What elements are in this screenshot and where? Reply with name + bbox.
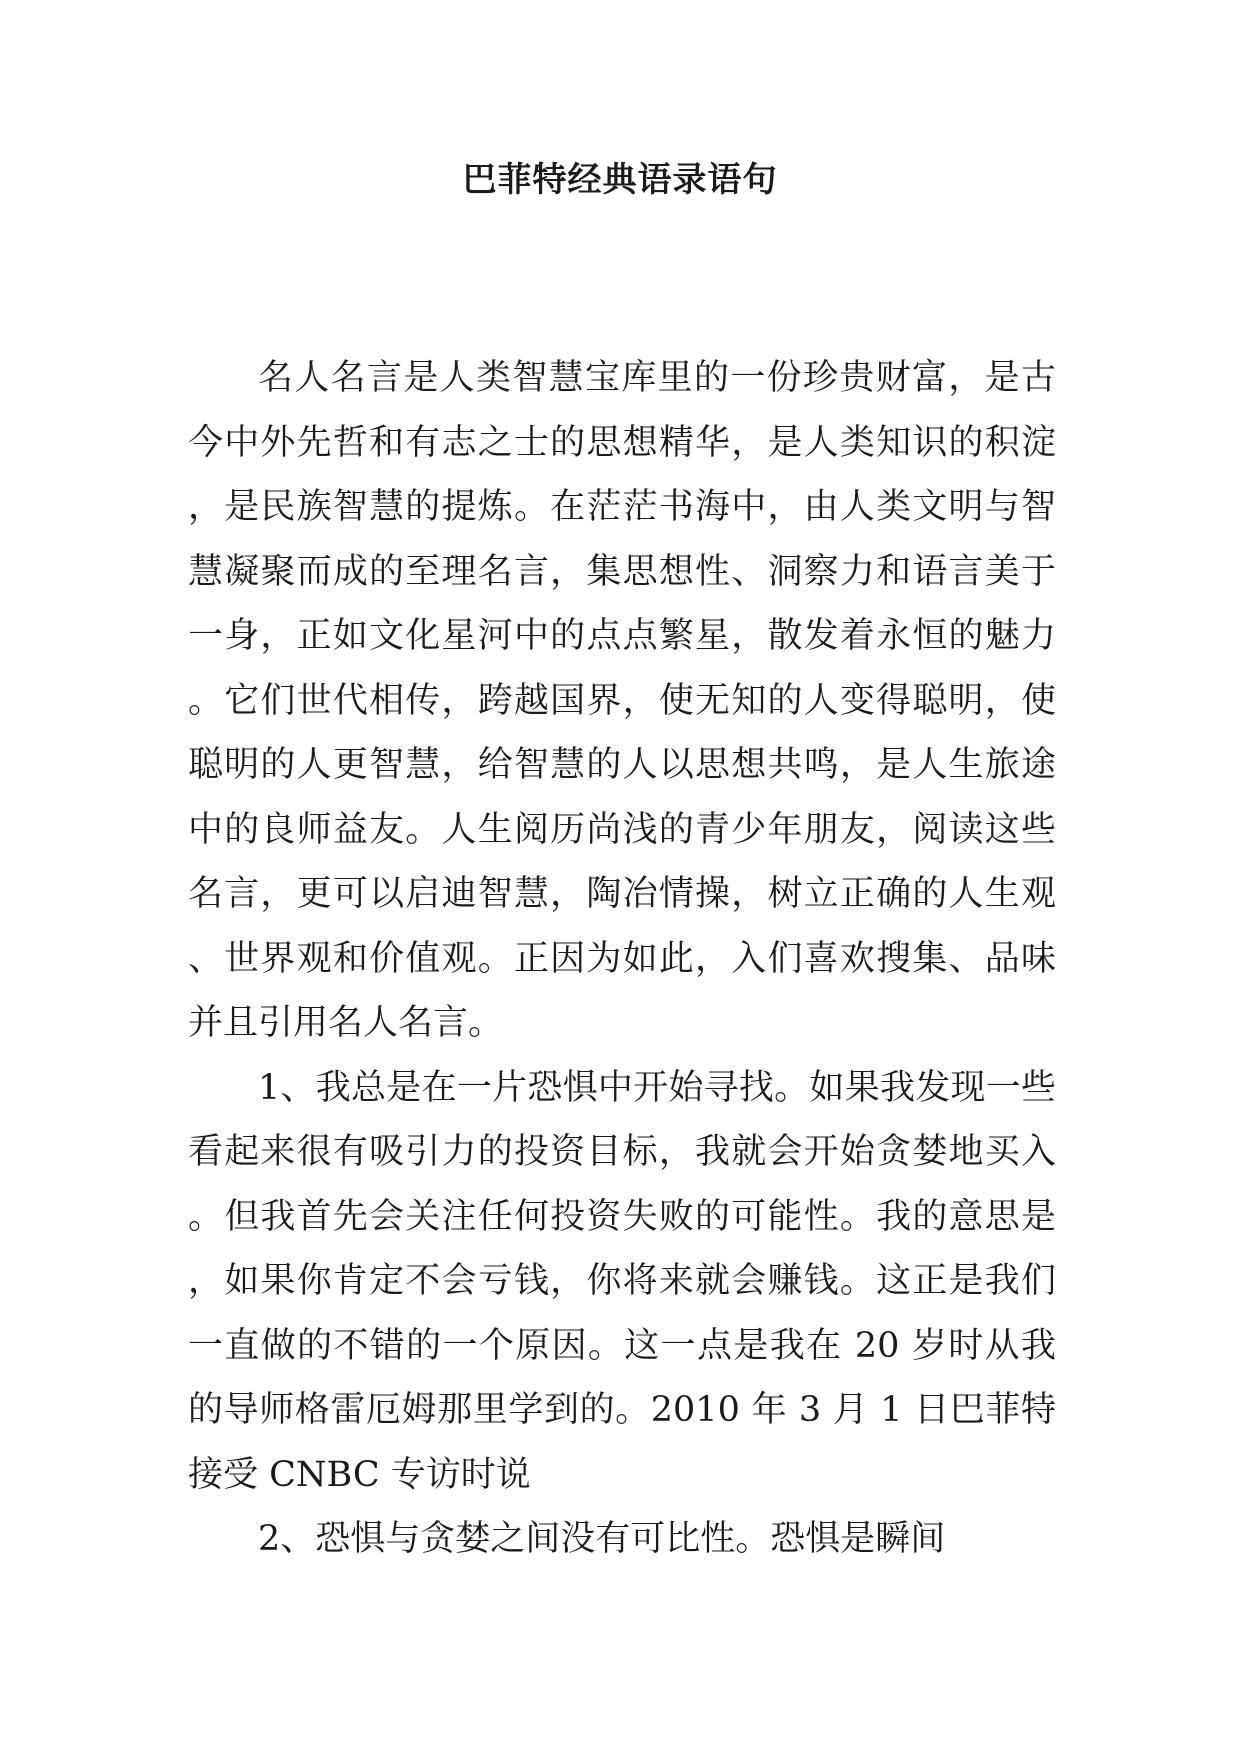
quote-paragraph-2: 2、恐惧与贪婪之间没有可比性。恐惧是瞬间 [258, 1519, 946, 1559]
document-body [188, 346, 1056, 1572]
quote-paragraph-1: 1、我总是在一片恐惧中开始寻找。如果我发现一些看起来很有吸引力的投资目标，我就会开始贪婪地买入。但我首先会关注任何投资失败的可能性。我的意思是，如果你肯定不会亏钱，你将来就会赚钱。这正是我们一直做的不错的一个原因。这一点是我在 20 岁时从我的导师格雷厄姆那里学到的。2010 年 3 月 1 日巴菲特接受 CNBC 专访时说 [188, 1067, 1056, 1495]
intro-paragraph: 名人名言是人类智慧宝库里的一份珍贵财富，是古今中外先哲和有志之士的思想精华，是人类知识的积淀，是民族智慧的提炼。在茫茫书海中，由人类文明与智慧凝聚而成的至理名言，集思想性、洞察力和语言美于一身，正如文化星河中的点点繁星，散发着永恒的魅力。它们世代相传，跨越国界，使无知的人变得聪明，使聪明的人更智慧，给智慧的人以思想共鸣，是人生旅途中的良师益友。人生阅历尚浅的青少年朋友，阅读这些名言，更可以启迪智慧，陶冶情操，树立正确的人生观、世界观和价值观。正因为如此，入们喜欢搜集、品味并且引用名人名言。 [188, 358, 1056, 1043]
document-title: 巴菲特经典语录语句 [462, 160, 778, 200]
